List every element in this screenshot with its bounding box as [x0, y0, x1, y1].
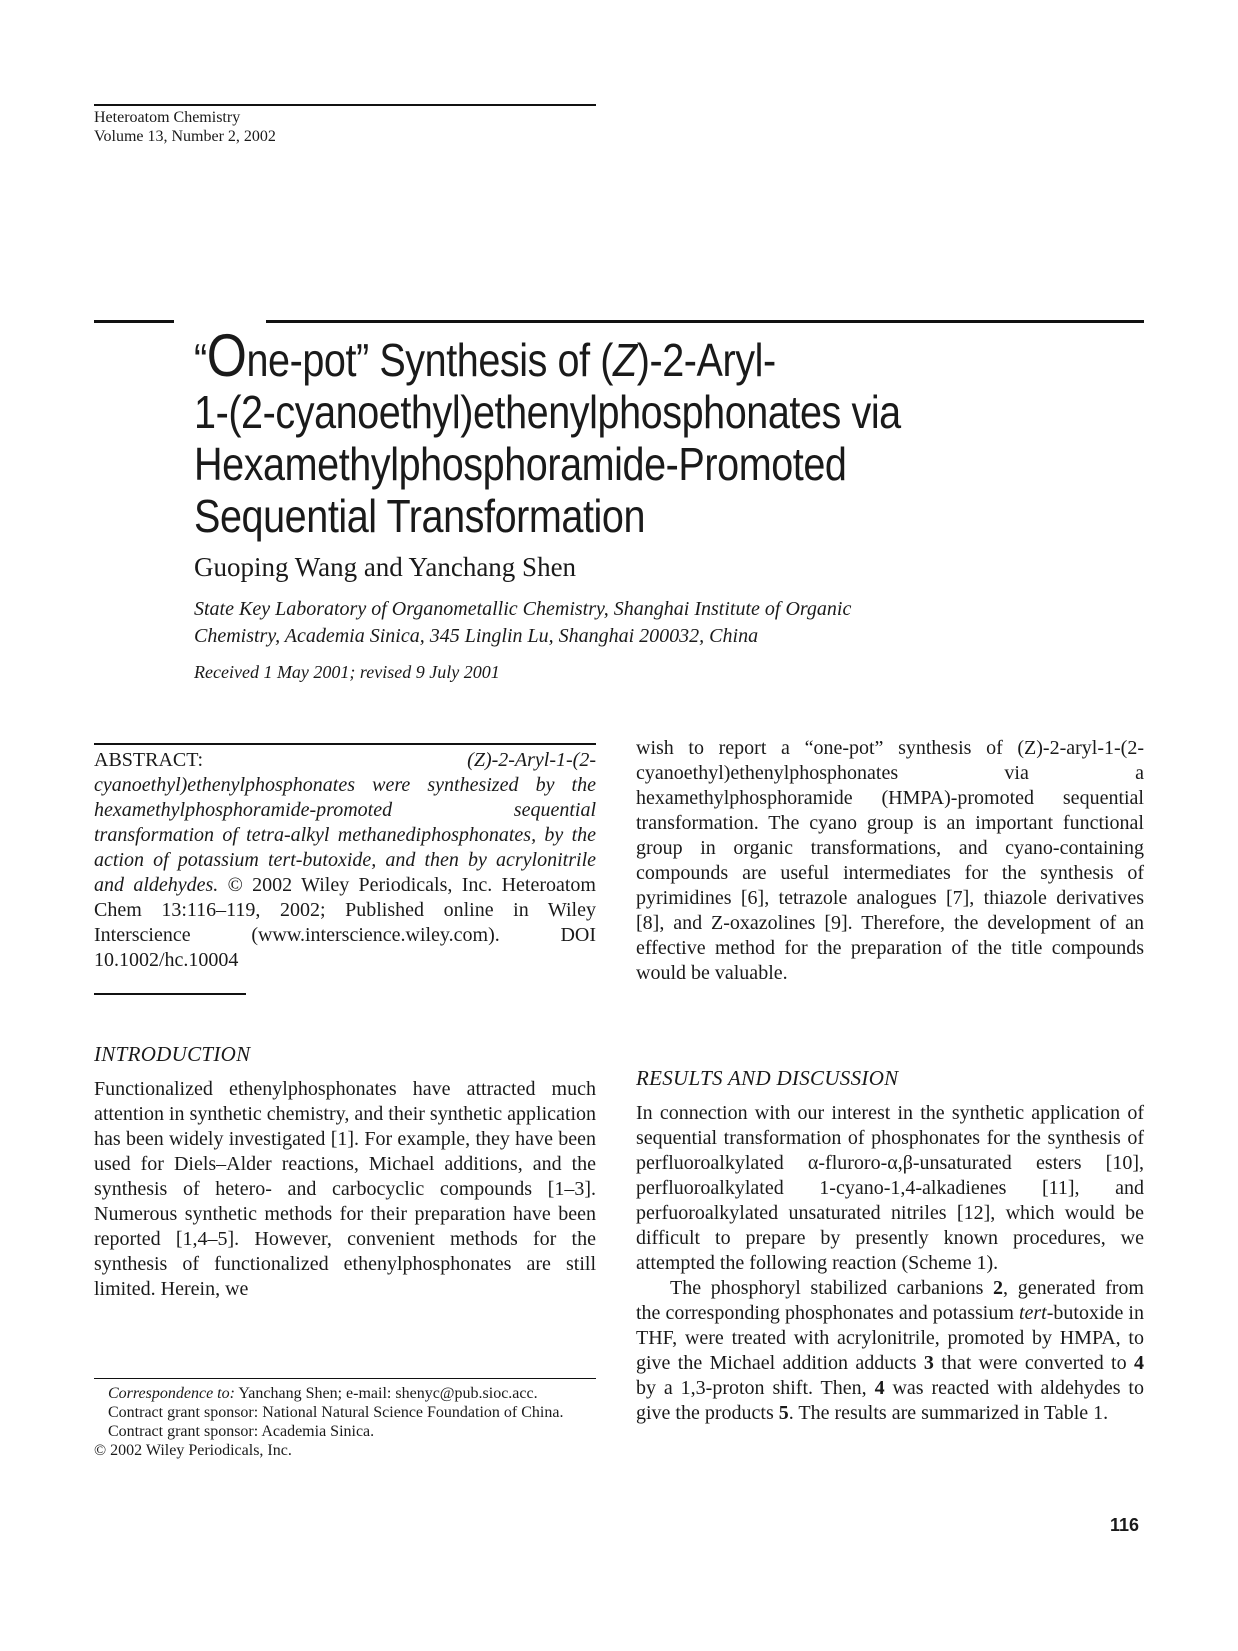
journal-volume: Volume 13, Number 2, 2002 — [94, 128, 276, 145]
abstract-label: ABSTRACT: — [94, 749, 468, 771]
footnote-grant-2: Contract grant sponsor: Academia Sinica. — [108, 1423, 375, 1440]
article-title — [194, 322, 1020, 542]
footnote-rule — [94, 1378, 596, 1379]
abstract-citation: © 2002 Wiley Periodicals, Inc. Heteroatom Chem 13:116–119, 2002; Published online in Wiley Interscience (www.interscience.wiley.com). DOI 10.1002/hc.10004 — [94, 874, 596, 971]
journal-name: Heteroatom Chemistry — [94, 109, 241, 126]
authors: Guoping Wang and Yanchang Shen — [194, 552, 577, 582]
title-rule-right — [266, 320, 1144, 323]
footnote-grant-1: Contract grant sponsor: National Natural Science Foundation of China. — [108, 1404, 564, 1421]
title-line-1: “One-pot” Synthesis of (Z)-2-Aryl- — [194, 322, 776, 389]
title-drop-letter: O — [206, 322, 247, 389]
results-paragraph-1: In connection with our interest in the synthetic application of sequential transformation of phosphonates for the synthesis of perfluoroalkylated α-fluroro-α,β-unsaturated esters [10], perfluoroalkylated 1-cyano-1,4-alkadienes [11], and perfuoroalkylated unsaturated nitriles [12], which would be difficult to prepare by presently known procedures, we attempted the following reaction (Scheme 1). — [636, 1102, 1144, 1274]
footnotes — [94, 1384, 596, 1460]
results-heading: RESULTS AND DISCUSSION — [636, 1066, 899, 1090]
introduction-text: Functionalized ethenylphosphonates have attracted much attention in synthetic chemistry, and their synthetic application has been widely investigated [1]. For example, they have been used for Diels–Alder reactions, Michael additions, and the synthesis of hetero- and carbocyclic compounds [1–3]. Numerous synthetic methods for their preparation have been reported [1,4–5]. However, convenient methods for the synthesis of functionalized ethenylphosphonates are still limited. Herein, we — [94, 1078, 596, 1300]
title-line-3: Hexamethylphosphoramide-Promoted — [194, 438, 847, 490]
abstract-rule-top — [94, 743, 596, 745]
abstract-italic: (Z)-2-Aryl-1-(2-cyanoethyl)ethenylphosphonates were synthesized by the hexamethylphosphoramide-promoted sequential transformation of tetra-alkyl methanediphosphonates, by the action of potassium tert-butoxide, and then by acrylonitrile and aldehydes. — [94, 749, 596, 896]
title-line-2: 1-(2-cyanoethyl)ethenylphosphonates via — [194, 386, 901, 438]
page-number: 116 — [1110, 1515, 1140, 1535]
footnote-correspondence: Correspondence to: Yanchang Shen; e-mail: shenyc@pub.sioc.acc. — [108, 1385, 538, 1402]
right-column-continuation: wish to report a “one-pot” synthesis of (Z)-2-aryl-1-(2-cyanoethyl)ethenylphosphonates via a hexamethylphosphoramide (HMPA)-promoted sequential transformation. The cyano group is an important functional group in organic transformations, and cyano-containing compounds are useful intermediates for the synthesis of pyrimidines [6], tetrazole analogues [7], thiazole derivatives [8], and Z-oxazolines [9]. Therefore, the development of an effective method for the preparation of the title compounds would be valuable. — [636, 737, 1144, 984]
affiliation: State Key Laboratory of Organometallic Chemistry, Shanghai Institute of Organic Chemistry, Academia Sinica, 345 Linglin Lu, Shanghai 200032, China — [194, 598, 852, 647]
journal-info — [94, 108, 276, 146]
title-rule-left — [94, 320, 174, 323]
title-line-4: Sequential Transformation — [194, 490, 646, 542]
introduction-heading: INTRODUCTION — [94, 1042, 251, 1066]
abstract-rule-bottom — [94, 993, 246, 995]
header-rule — [94, 104, 596, 106]
results-text — [636, 1101, 1144, 1426]
results-paragraph-2: The phosphoryl stabilized carbanions 2, generated from the corresponding phosphonates and potassium tert-butoxide in THF, were treated with acrylonitrile, promoted by HMPA, to give the Michael addition adducts 3 that were converted to 4 by a 1,3-proton shift. Then, 4 was reacted with aldehydes to give the products 5. The results are summarized in Table 1. — [636, 1277, 1144, 1424]
received-dates: Received 1 May 2001; revised 9 July 2001 — [194, 662, 500, 682]
footnote-copyright: © 2002 Wiley Periodicals, Inc. — [94, 1442, 292, 1459]
abstract — [94, 748, 596, 973]
